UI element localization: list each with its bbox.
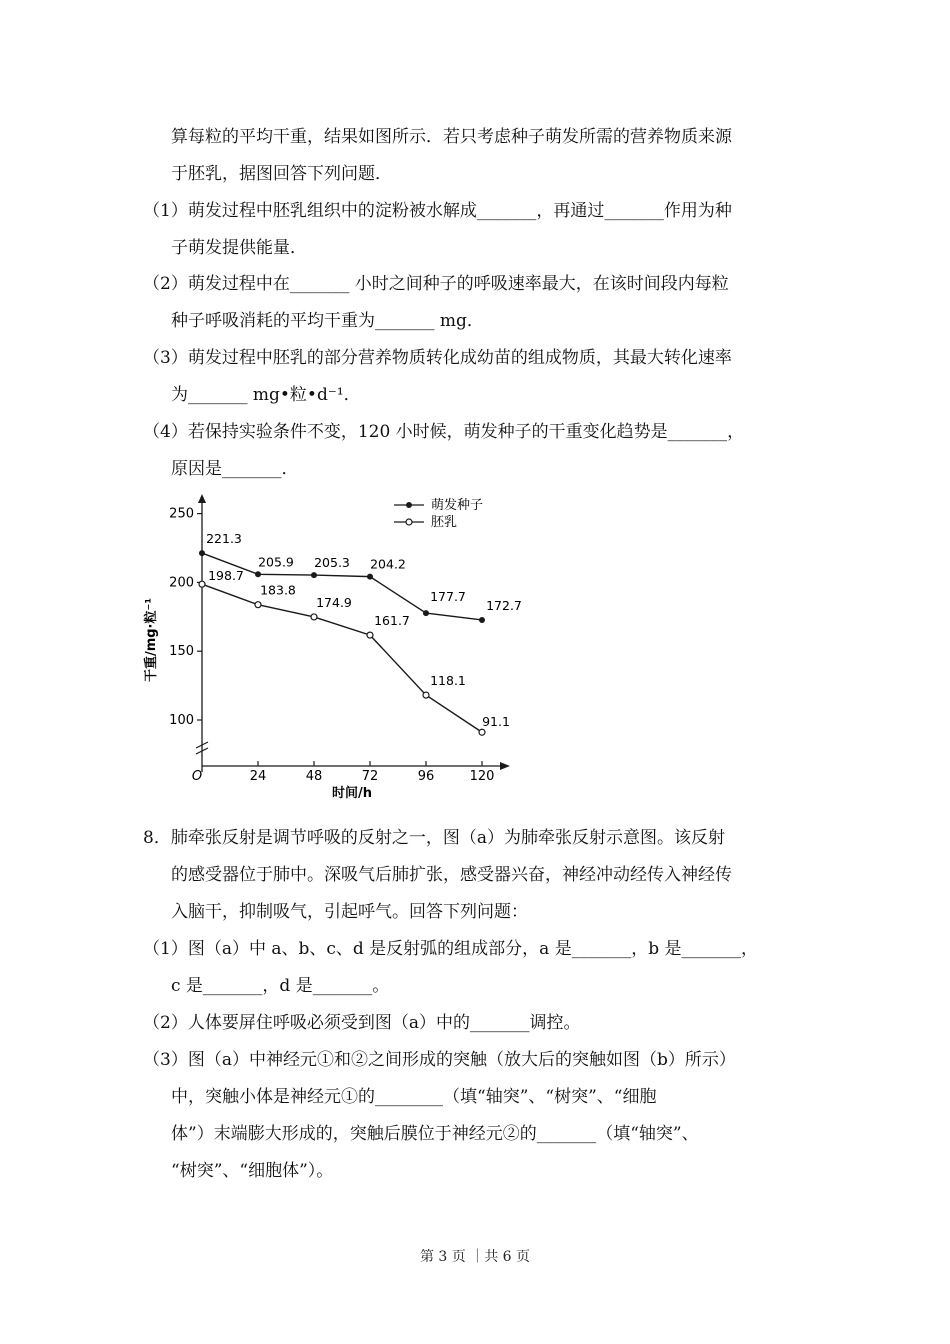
question-8-2: （2）人体要屏住呼吸必须受到图（a）中的_______调控。 xyxy=(143,1013,581,1033)
data-label: 177.7 xyxy=(430,589,466,605)
data-label: 183.8 xyxy=(260,582,296,598)
question-8-1-cont: c 是_______，d 是_______。 xyxy=(171,976,390,996)
data-point-seedling xyxy=(367,574,373,580)
paragraph-line: 于胚乳，据图回答下列问题． xyxy=(171,164,392,184)
question-8-intro: 8．肺牵张反射是调节呼吸的反射之一，图（a）为肺牵张反射示意图。该反射 xyxy=(143,828,725,848)
data-label: 161.7 xyxy=(374,613,410,629)
question-7-4: （4）若保持实验条件不变，120 小时候，萌发种子的干重变化趋势是_______， xyxy=(143,422,745,442)
y-tick-label: 200 xyxy=(169,575,194,591)
data-point-seedling xyxy=(199,550,205,556)
question-8-3-cont: 体”）末端膨大形成的，突触后膜位于神经元②的_______（填“轴突”、 xyxy=(171,1124,699,1144)
question-8-3-cont: “树突”、“细胞体”）。 xyxy=(171,1161,334,1181)
data-point-endosperm xyxy=(199,581,205,587)
data-point-endosperm xyxy=(423,692,429,698)
chart-legend xyxy=(394,498,483,530)
data-label: 118.1 xyxy=(430,673,466,689)
chart-axes xyxy=(196,494,510,772)
paragraph-line: 算每粒的平均干重，结果如图所示．若只考虑种子萌发所需的营养物质来源 xyxy=(171,127,732,147)
data-label: 174.9 xyxy=(316,594,352,610)
question-8-intro-cont: 入脑干，抑制吸气，引起呼气。回答下列问题： xyxy=(171,902,528,922)
data-point-endosperm xyxy=(311,614,317,620)
question-7-3: （3）萌发过程中胚乳的部分营养物质转化成幼苗的组成物质，其最大转化速率 xyxy=(143,348,732,368)
data-label: 198.7 xyxy=(208,568,244,584)
legend-marker-seedling xyxy=(406,502,412,508)
x-tick-label: 120 xyxy=(469,769,495,784)
x-tick-label: 24 xyxy=(249,769,267,784)
data-label: 205.3 xyxy=(314,555,350,571)
y-axis-label: 干重/mg·粒⁻¹ xyxy=(144,597,159,683)
x-axis-arrow xyxy=(500,762,510,770)
y-axis-arrow xyxy=(198,494,206,503)
x-axis-label: 时间/h xyxy=(331,786,373,801)
data-point-endosperm xyxy=(255,602,261,608)
data-label: 205.9 xyxy=(258,554,294,570)
legend-marker-endosperm xyxy=(406,519,412,525)
question-8-3-cont: 中，突触小体是神经元①的________（填“轴突”、“树突”、“细胞 xyxy=(171,1087,657,1107)
question-7-3-cont: 为_______ mg•粒•d⁻¹． xyxy=(171,385,361,405)
data-point-seedling xyxy=(479,617,485,623)
x-tick-label: 48 xyxy=(305,769,323,784)
y-tick-label: 250 xyxy=(169,506,194,522)
data-label: 91.1 xyxy=(482,714,510,730)
y-tick-label: 150 xyxy=(169,644,194,660)
y-tick-label: 100 xyxy=(169,713,194,728)
question-8-intro-cont: 的感受器位于肺中。深吸气后肺扩张，感受器兴奋，神经冲动经传入神经传 xyxy=(171,865,732,885)
data-label: 204.2 xyxy=(370,556,406,572)
origin-label: O xyxy=(191,769,203,784)
data-point-seedling xyxy=(311,572,317,578)
question-7-1: （1）萌发过程中胚乳组织中的淀粉被水解成_______，再通过_______作用为种 xyxy=(143,201,732,221)
data-label: 221.3 xyxy=(206,531,242,547)
x-tick-label: 72 xyxy=(361,769,379,784)
question-7-1-cont: 子萌发提供能量． xyxy=(171,238,307,258)
data-point-seedling xyxy=(255,571,261,577)
dry-weight-line-chart xyxy=(140,490,540,805)
data-point-endosperm xyxy=(367,632,373,638)
question-7-2-cont: 种子呼吸消耗的平均干重为_______ mg． xyxy=(171,311,484,331)
data-point-endosperm xyxy=(479,729,485,735)
data-point-seedling xyxy=(423,610,429,616)
question-7-2: （2）萌发过程中在_______ 小时之间种子的呼吸速率最大，在该时间段内每粒 xyxy=(143,274,729,294)
question-8-3: （3）图（a）中神经元①和②之间形成的突触（放大后的突触如图（b）所示） xyxy=(143,1050,736,1070)
question-7-4-cont: 原因是_______． xyxy=(171,459,299,479)
data-label: 172.7 xyxy=(486,597,522,613)
legend-label-endosperm: 胚乳 xyxy=(431,515,458,530)
legend-label-seedling: 萌发种子 xyxy=(431,498,484,513)
page-footer: 第 3 页 ｜共 6 页 xyxy=(419,1249,531,1265)
x-tick-label: 96 xyxy=(417,769,435,784)
question-8-1: （1）图（a）中 a、b、c、d 是反射弧的组成部分，a 是_______，b 是_______， xyxy=(143,939,759,959)
